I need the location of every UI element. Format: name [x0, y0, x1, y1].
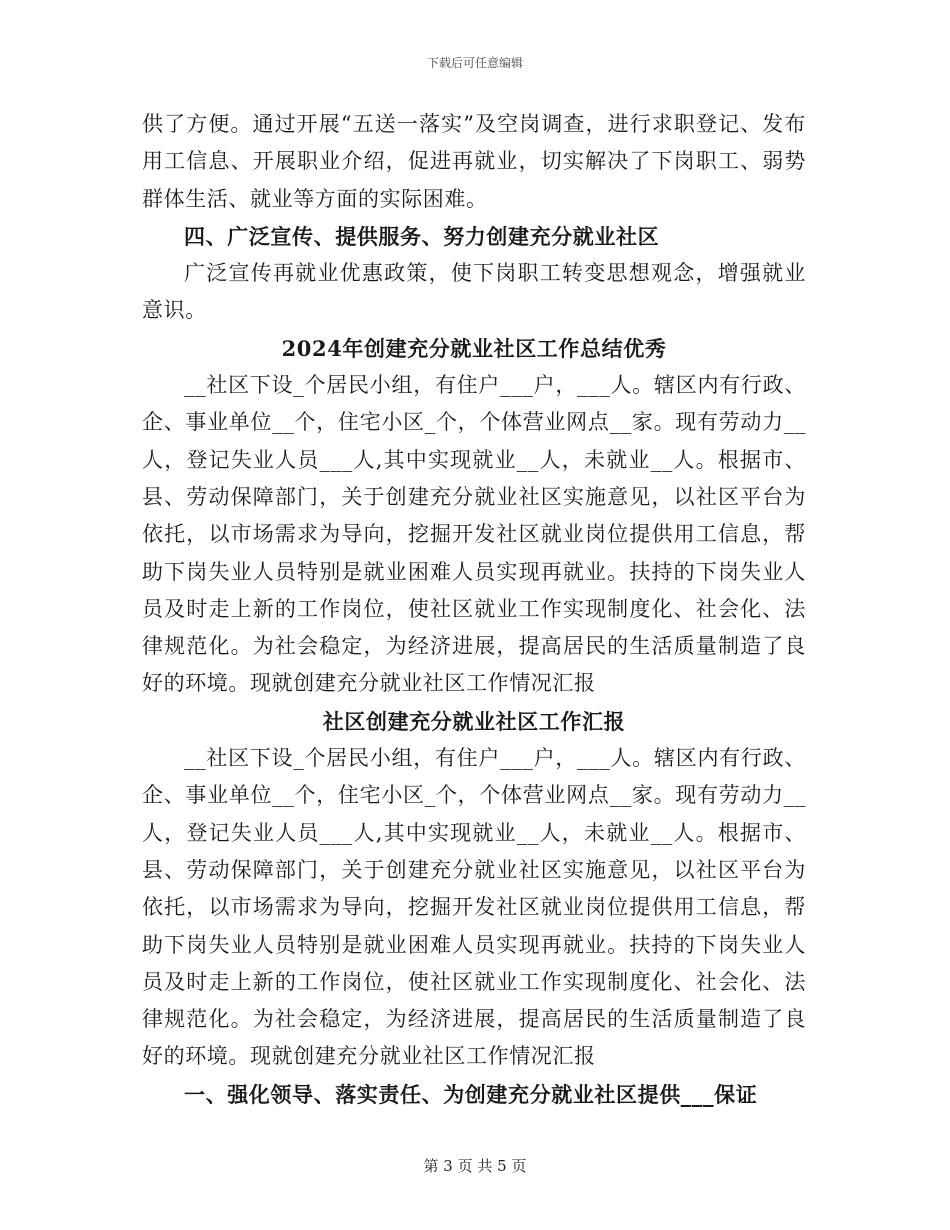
section-heading-4: 四、广泛宣传、提供服务、努力创建充分就业社区 — [184, 223, 660, 249]
page-header-note: 下载后可任意编辑 — [426, 56, 523, 70]
paragraph-community-overview-2: __社区下设_个居民小组，有住户___户，___人。辖区内有行政、企、事业单位__个，住宅小区_个，个体营业网点__家。现有劳动力__人，登记失业人员___人,其中实现就业__人，未就业__人。根据市、县、劳动保障部门，关于创建充分就业社区实施意见，以社区平台为依托，以市场需求为导向，挖掘开发社区就业岗位提供用工信息，帮助下岗失业人员特别是就业困难人员实现再就业。扶持的下岗失业人员及时走上新的工作岗位，使社区就业工作实现制度化、社会化、法律规范化。为社会稳定，为经济进展，提高居民的生活质量制造了良好的环境。现就创建充分就业社区工作情况汇报 — [142, 746, 806, 1069]
document-title-summary: 2024年创建充分就业社区工作总结优秀 — [281, 335, 667, 361]
document-title-report: 社区创建充分就业社区工作汇报 — [322, 708, 626, 734]
paragraph-publicity: 广泛宣传再就业优惠政策，使下岗职工转变思想观念，增强就业意识。 — [142, 261, 806, 323]
document-body — [142, 106, 806, 1113]
paragraph-community-overview-1: __社区下设_个居民小组，有住户___户，___人。辖区内有行政、企、事业单位__个，住宅小区_个，个体营业网点__家。现有劳动力__人，登记失业人员___人,其中实现就业__人，未就业__人。根据市、县、劳动保障部门，关于创建充分就业社区实施意见，以社区平台为依托，以市场需求为导向，挖掘开发社区就业岗位提供用工信息，帮助下岗失业人员特别是就业困难人员实现再就业。扶持的下岗失业人员及时走上新的工作岗位，使社区就业工作实现制度化、社会化、法律规范化。为社会稳定，为经济进展，提高居民的生活质量制造了良好的环境。现就创建充分就业社区工作情况汇报 — [142, 373, 806, 696]
section-heading-1: 一、强化领导、落实责任、为创建充分就业社区提供___保证 — [184, 1081, 758, 1107]
paragraph-continuation: 供了方便。通过开展“五送一落实”及空岗调查，进行求职登记、发布用工信息、开展职业介绍，促进再就业，切实解决了下岗职工、弱势群体生活、就业等方面的实际困难。 — [142, 112, 806, 211]
page-number-footer: 第 3 页 共 5 页 — [423, 1157, 527, 1175]
